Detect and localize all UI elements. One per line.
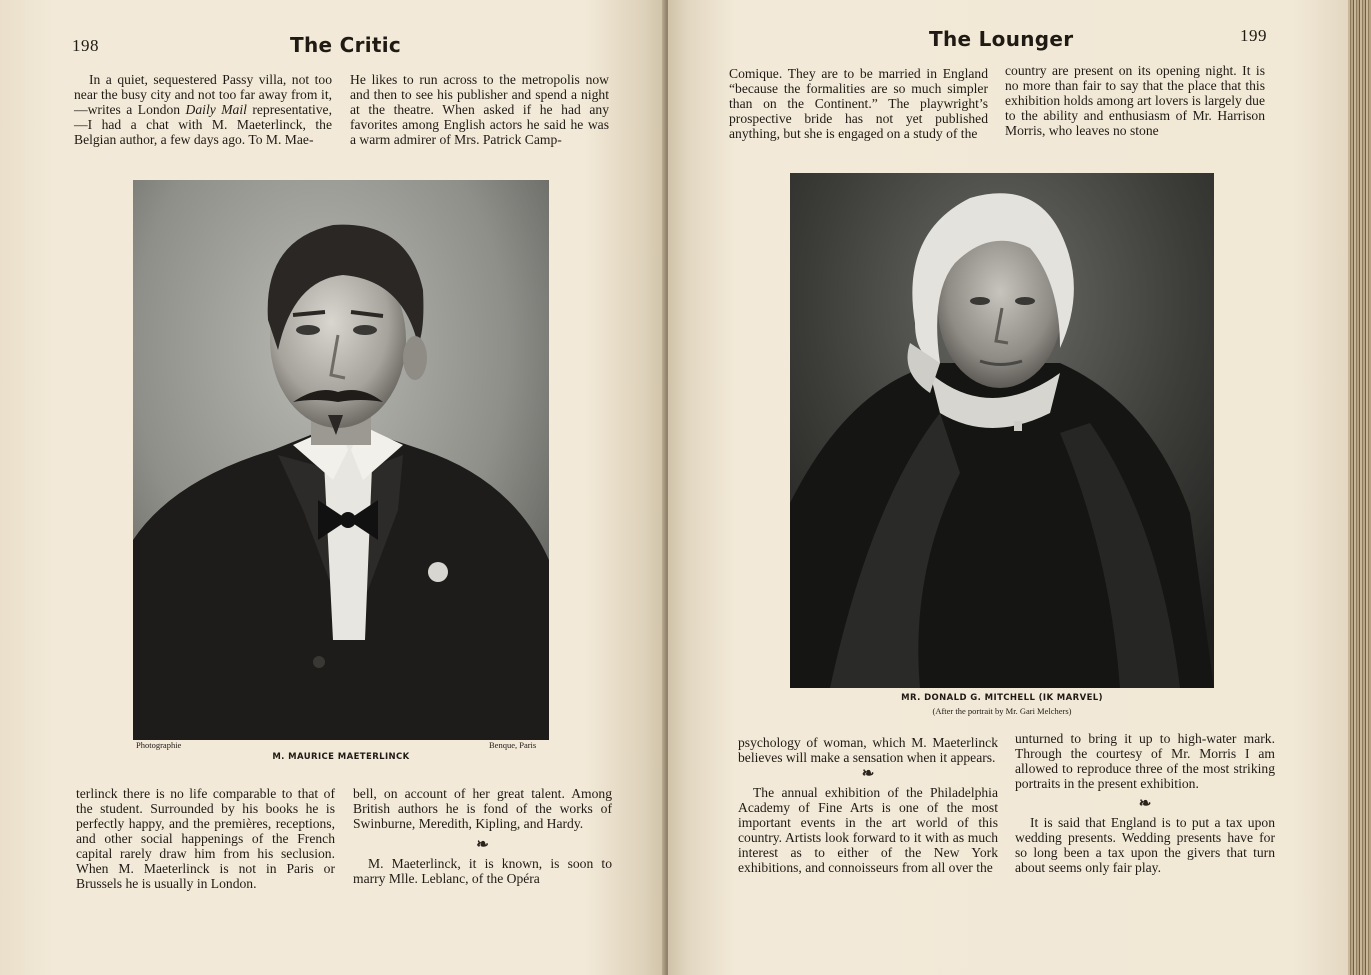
column-1-bottom <box>76 786 335 891</box>
photo-credit-left: Photographie <box>136 740 182 750</box>
section-ornament-icon: ❧ <box>1138 796 1152 812</box>
column-1-bottom <box>738 735 998 875</box>
column-2-bottom <box>353 786 612 886</box>
section-ornament-icon: ❧ <box>861 766 875 782</box>
paragraph: unturned to bring it up to high-water mark. Through the courtesy of Mr. Morris I am allowed to reproduce three of the most striking portraits in the present exhibition. <box>1015 731 1275 791</box>
paragraph: psychology of woman, which M. Maeterlinck believes will make a sensation when it appears. <box>738 735 998 765</box>
maeterlinck-photograph <box>133 180 549 740</box>
paragraph: The annual exhibition of the Philadelphia Academy of Fine Arts is one of the most important events in the art world of this country. Artists look forward to it with as much interest as to either of the New York exhibitions, and connoisseurs from all over the <box>738 785 998 875</box>
section-ornament-icon: ❧ <box>476 837 489 853</box>
paragraph: He likes to run across to the metropolis now and then to see his publisher and spend a night at the theatre. When asked if he had any favorites among English actors he said he was a warm admirer of Mrs. Patrick Camp- <box>350 72 609 147</box>
column-1-top <box>74 72 332 147</box>
portrait-photo-image <box>133 180 549 740</box>
paragraph: bell, on account of her great talent. Among British authors he is fond of the works of Swinburne, Meredith, Kipling, and Hardy. <box>353 786 612 831</box>
mitchell-portrait <box>790 173 1214 688</box>
column-2-top <box>350 72 609 147</box>
page-edges <box>1348 0 1371 975</box>
page-number: 198 <box>72 36 99 55</box>
portrait-painting-image <box>790 173 1214 688</box>
portrait-subcaption: (After the portrait by Mr. Gari Melchers) <box>932 706 1072 716</box>
photo-credit-right: Benque, Paris <box>489 740 537 750</box>
paragraph: country are present on its opening night. It is no more than fair to say that the place that this exhibition holds among art lovers is largely due to the ability and enthusiasm of Mr. Harrison Morris, who leaves no stone <box>1005 63 1265 138</box>
column-1-top <box>729 66 988 141</box>
column-2-top <box>1005 63 1265 138</box>
left-page <box>0 0 665 975</box>
paragraph: M. Maeterlinck, it is known, is soon to marry Mlle. Leblanc, of the Opéra <box>353 856 612 886</box>
paragraph: terlinck there is no life comparable to that of the student. Surrounded by his books he is perfectly happy, and the premières, receptions, and other social happenings of the French capital rarely draw him from his seclusion. When M. Maeterlinck is not in Paris or Brussels he is usually in London. <box>76 786 335 891</box>
portrait-caption: MR. DONALD G. MITCHELL (IK MARVEL) <box>901 693 1103 703</box>
running-head: The Lounger <box>929 27 1074 51</box>
paragraph: In a quiet, sequestered Passy villa, not too near the busy city and not too far away from it,—writes a London Daily Mail representative,—I had a chat with M. Maeterlinck, the Belgian author, a few days ago. To M. Mae- <box>74 72 332 147</box>
photo-caption: M. MAURICE MAETERLINCK <box>272 752 410 762</box>
paragraph: Comique. They are to be married in England “because the formalities are so much simpler than on the Continent.” The playwright’s prospective bride has not yet published anything, but she is engaged on a study of the <box>729 66 988 141</box>
running-head: The Critic <box>290 33 402 57</box>
column-2-bottom <box>1015 731 1275 875</box>
paragraph: It is said that England is to put a tax upon wedding presents. Wedding presents have for so long been a tax upon the givers that turn about seems only fair play. <box>1015 815 1275 875</box>
page-number: 199 <box>1240 26 1267 45</box>
right-page <box>668 0 1348 975</box>
